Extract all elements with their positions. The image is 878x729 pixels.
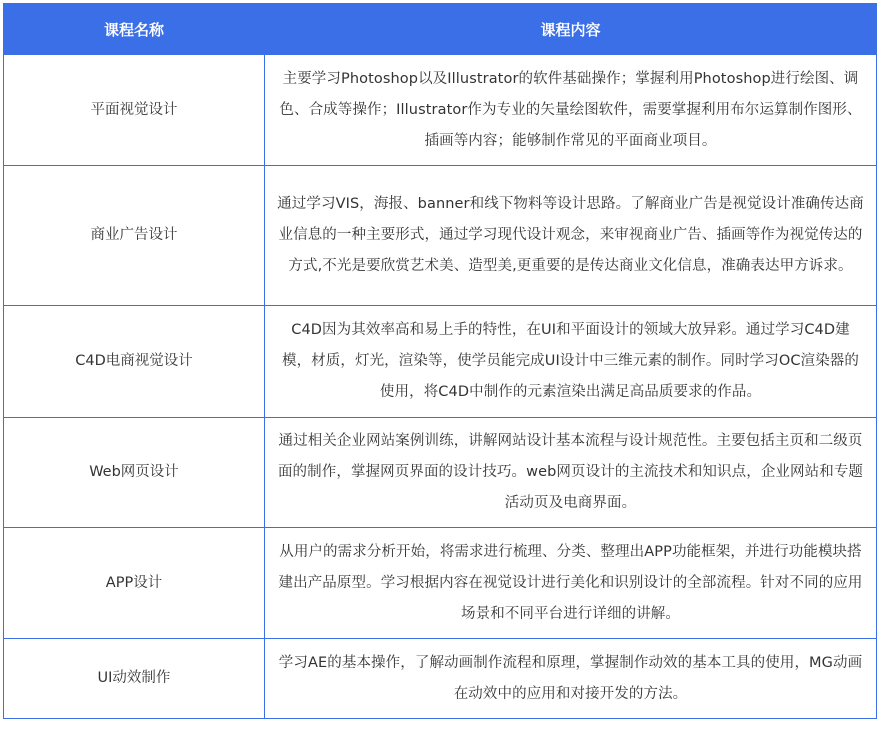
table-row [4, 55, 877, 166]
course-name-cell: APP设计 [4, 528, 265, 639]
course-content-cell: 通过学习VIS，海报、banner和线下物料等设计思路。了解商业广告是视觉设计准确传达商业信息的一种主要形式，通过学习现代设计观念，来审视商业广告、插画等作为视觉传达的方式,不光是要欣赏艺术美、造型美,更重要的是传达商业文化信息，准确表达甲方诉求。 [265, 166, 877, 306]
course-content-cell: 主要学习Photoshop以及Illustrator的软件基础操作；掌握利用Photoshop进行绘图、调色、合成等操作；Illustrator作为专业的矢量绘图软件，需要掌握利用布尔运算制作图形、插画等内容；能够制作常见的平面商业项目。 [265, 55, 877, 166]
course-content-cell: C4D因为其效率高和易上手的特性，在UI和平面设计的领域大放异彩。通过学习C4D建模，材质，灯光，渲染等，使学员能完成UI设计中三维元素的制作。同时学习OC渲染器的使用，将C4D中制作的元素渲染出满足高品质要求的作品。 [265, 306, 877, 418]
table-row [4, 528, 877, 639]
course-name-cell: 商业广告设计 [4, 166, 265, 306]
table-row [4, 418, 877, 528]
course-name-cell: C4D电商视觉设计 [4, 306, 265, 418]
course-content-cell: 学习AE的基本操作，了解动画制作流程和原理，掌握制作动效的基本工具的使用，MG动画在动效中的应用和对接开发的方法。 [265, 639, 877, 719]
course-content-cell: 从用户的需求分析开始，将需求进行梳理、分类、整理出APP功能框架，并进行功能模块搭建出产品原型。学习根据内容在视觉设计进行美化和识别设计的全部流程。针对不同的应用场景和不同平台进行详细的讲解。 [265, 528, 877, 639]
header-row [4, 4, 877, 55]
course-table [3, 3, 877, 719]
table-row [4, 306, 877, 418]
table-header [4, 4, 877, 55]
table-row [4, 166, 877, 306]
header-course-name: 课程名称 [4, 4, 265, 55]
course-name-cell: Web网页设计 [4, 418, 265, 528]
table-body [4, 55, 877, 719]
table-row [4, 639, 877, 719]
header-course-content: 课程内容 [265, 4, 877, 55]
course-name-cell: UI动效制作 [4, 639, 265, 719]
course-name-cell: 平面视觉设计 [4, 55, 265, 166]
course-content-cell: 通过相关企业网站案例训练，讲解网站设计基本流程与设计规范性。主要包括主页和二级页面的制作，掌握网页界面的设计技巧。web网页设计的主流技术和知识点，企业网站和专题活动页及电商界面。 [265, 418, 877, 528]
